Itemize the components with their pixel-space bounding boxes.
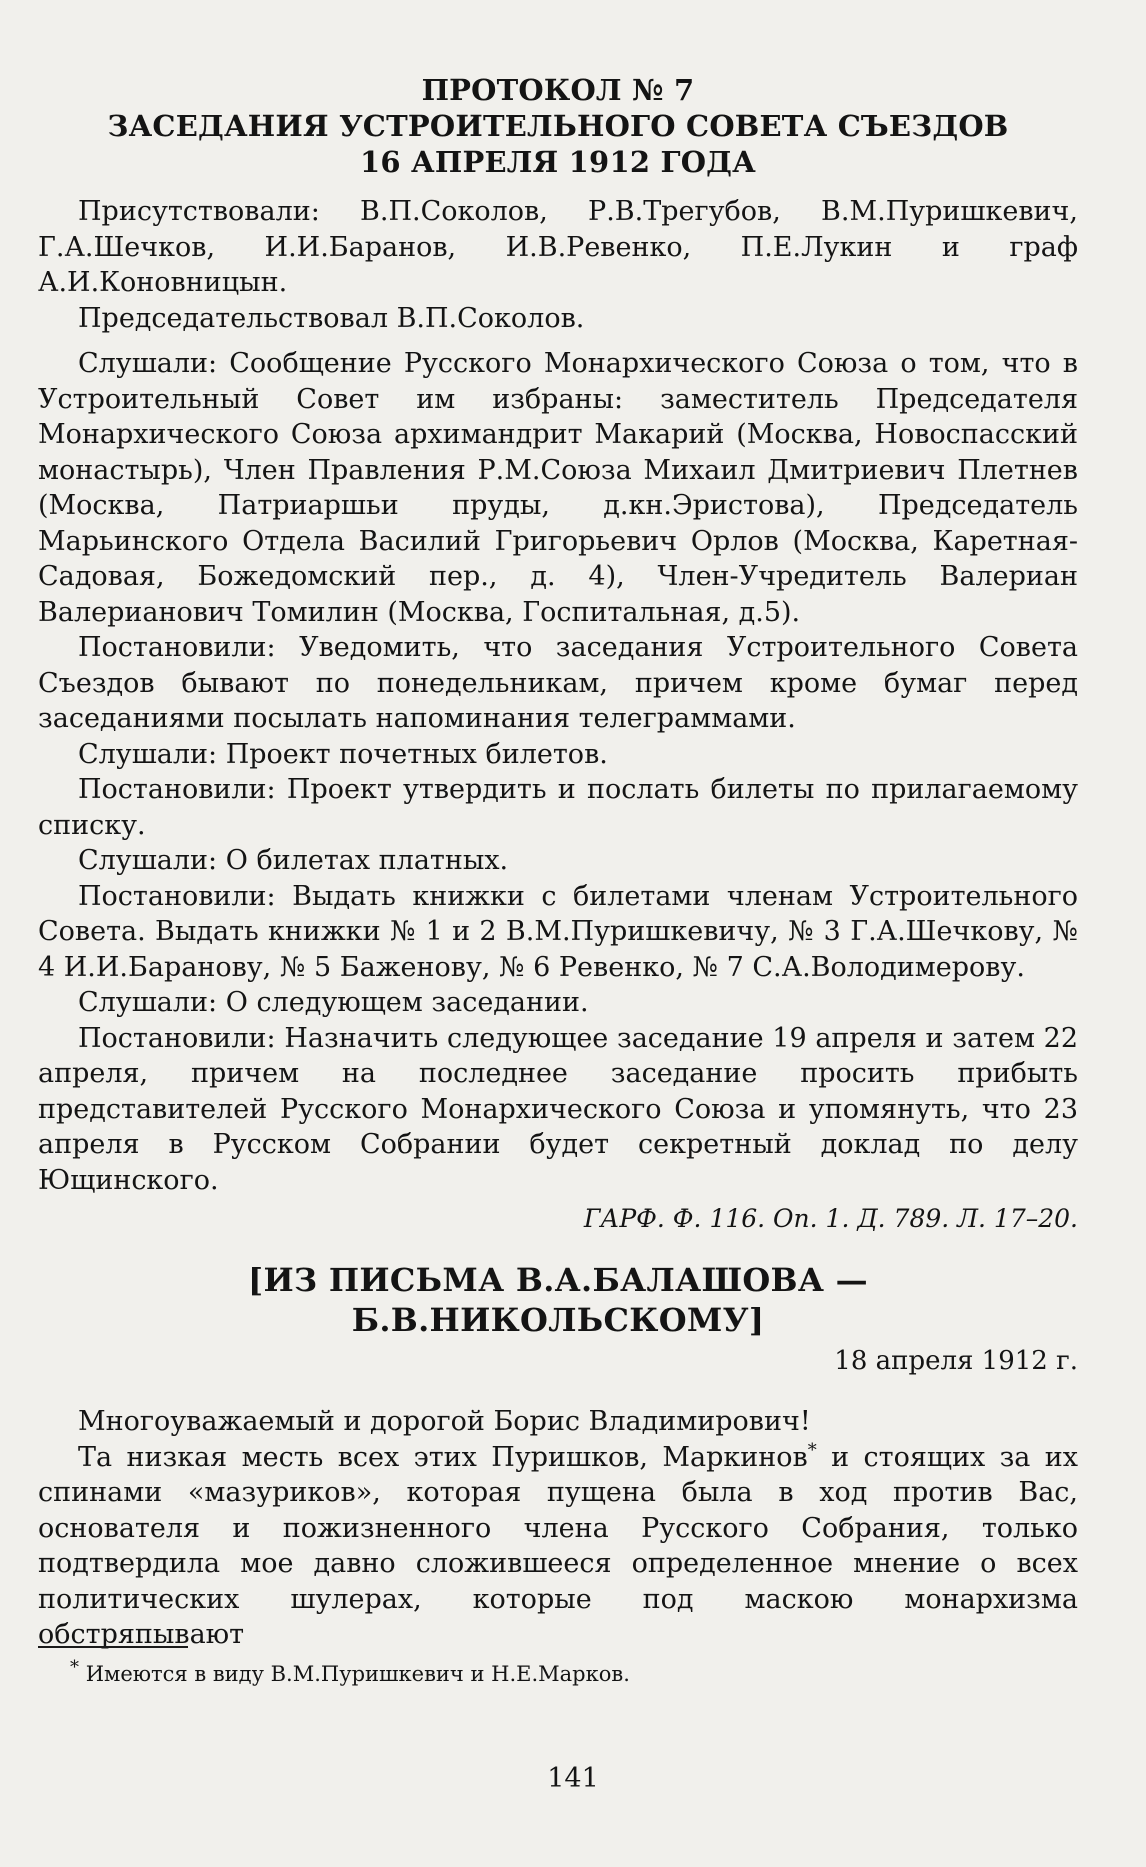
letter-date: 18 апреля 1912 г. [834,1346,1078,1376]
archive-source-reference: ГАРФ. Ф. 116. Оп. 1. Д. 789. Л. 17–20. [583,1204,1078,1233]
protocol-paragraph-resolved-2: Постановили: Проект утвердить и послать билеты по прилагаемому списку. [38,774,1078,841]
footnote-divider [38,1646,188,1648]
letter-greeting: Многоуважаемый и дорогой Борис Владимирович! [78,1406,811,1437]
protocol-paragraph-chair: Председательствовал В.П.Соколов. [78,302,585,334]
protocol-title-line-1: ПРОТОКОЛ № 7 [421,73,695,107]
page-number: 141 [547,1763,599,1794]
footnote-text: Имеются в виду В.М.Пуришкевич и Н.Е.Марков. [85,1662,630,1686]
protocol-title-line-3: 16 АПРЕЛЯ 1912 ГОДА [360,145,756,179]
protocol-paragraph-attendees: Присутствовали: В.П.Соколов, Р.В.Трегубов, В.М.Пуришкевич, Г.А.Шечков, И.И.Баранов, И.В.Ревенко, П.Е.Лукин и граф А.И.Коновницын. [38,196,1078,298]
protocol-paragraph-resolved-3: Постановили: Выдать книжки с билетами членам Устроительного Совета. Выдать книжки № 1 и 2 В.М.Пуришкевичу, № 3 Г.А.Шечкову, № 4 И.И.Баранову, № 5 Баженову, № 6 Ревенко, № 7 С.А.Володимерову. [38,880,1078,983]
footnote-mark: * [70,1657,79,1678]
letter-body [38,1440,1078,1653]
protocol-paragraph-resolved-4: Постановили: Назначить следующее заседание 19 апреля и затем 22 апреля, причем на последнее заседание просить прибыть представителей Русского Монархического Союза и упомянуть, что 23 апреля в Русском Собрании будет секретный доклад по делу Ющинского. [38,1022,1078,1196]
footnote-reference-mark: * [807,1439,817,1461]
letter-title: [ИЗ ПИСЬМА В.А.БАЛАШОВА — Б.В.НИКОЛЬСКОМУ] [248,1261,868,1339]
protocol-paragraph-heard-2: Слушали: Проект почетных билетов. [78,738,608,770]
protocol-paragraph-heard-3: Слушали: О билетах платных. [78,845,509,876]
protocol-title [38,72,1078,180]
protocol-title-line-2: ЗАСЕДАНИЯ УСТРОИТЕЛЬНОГО СОВЕТА СЪЕЗДОВ [107,109,1009,143]
footnote [70,1657,630,1688]
protocol-paragraph-resolved-1: Постановили: Уведомить, что заседания Устроительного Совета Съездов бывают по понедельникам, причем кроме бумаг перед заседаниями посылать напоминания телеграммами. [38,632,1078,734]
letter-body-continuation: и стоящих за их спинами «мазуриков», которая пущена была в ход против Вас, основателя и пожизненного члена Русского Собрания, только подтвердила мое давно сложившееся определенное мнение о всех политических шулерах, которые под маскою монархизма обстряпывают [38,1441,1078,1650]
page-content [38,72,1078,1653]
protocol-paragraph-heard-4: Слушали: О следующем заседании. [78,987,589,1018]
protocol-paragraph-heard-1: Слушали: Сообщение Русского Монархического Союза о том, что в Устроительный Совет им избраны: заместитель Председателя Монархического Союза архимандрит Макарий (Москва, Новоспасский монастырь), Член Правления Р.М.Союза Михаил Дмитриевич Плетнев (Москва, Патриаршьи пруды, д.кн.Эристова), Председатель Марьинского Отдела Василий Григорьевич Орлов (Москва, Каретная-Садовая, Божедомский пер., д. 4), Член-Учредитель Валериан Валерианович Томилин (Москва, Госпитальная, д.5). [38,348,1078,628]
letter-body-start: Та низкая месть всех этих Пуришков, Маркинов [78,1441,808,1473]
